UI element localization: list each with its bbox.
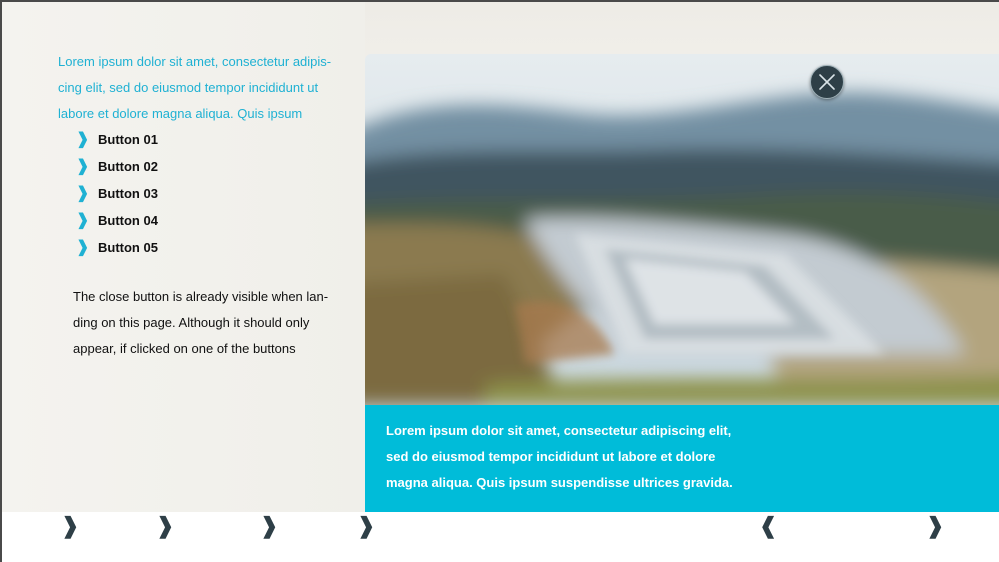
caption-text: Lorem ipsum dolor sit amet, consectetur adipiscing elit, sed do eiusmod tempor incididunt ut labore et dolore magna aliqua. Quis ipsum suspendisse ultrices gravida. xyxy=(386,423,733,490)
close-button[interactable] xyxy=(810,65,844,99)
button-03[interactable] xyxy=(76,180,158,207)
button-label: Button 05 xyxy=(98,240,158,255)
chevron-right-icon: ❱ xyxy=(76,184,90,202)
button-05[interactable] xyxy=(76,234,158,261)
button-01[interactable] xyxy=(76,126,158,153)
caption-box xyxy=(365,405,999,512)
button-label: Button 02 xyxy=(98,159,158,174)
chevron-right-icon[interactable]: ❱ xyxy=(260,513,279,538)
note-text: The close button is already visible when lan-ding on this page. Although it should only appear, if clicked on one of the buttons xyxy=(73,289,329,356)
chevron-right-icon[interactable]: ❱ xyxy=(61,513,80,538)
chevron-right-icon[interactable]: ❱ xyxy=(926,513,945,538)
blurred-landscape-image xyxy=(365,54,999,405)
landscape-illustration xyxy=(365,54,999,405)
button-label: Button 01 xyxy=(98,132,158,147)
chevron-right-icon: ❱ xyxy=(76,211,90,229)
button-02[interactable] xyxy=(76,153,158,180)
chevron-right-icon: ❱ xyxy=(76,130,90,148)
intro-text: Lorem ipsum dolor sit amet, consectetur adipis-cing elit, sed do eiusmod tempor incididunt ut labore et dolore magna aliqua. Quis ipsum xyxy=(58,54,332,121)
button-list xyxy=(76,126,158,261)
button-label: Button 03 xyxy=(98,186,158,201)
chevron-right-icon[interactable]: ❱ xyxy=(156,513,175,538)
chevron-left-icon[interactable]: ❰ xyxy=(759,513,778,538)
button-04[interactable] xyxy=(76,207,158,234)
chevron-right-icon: ❱ xyxy=(76,238,90,256)
button-label: Button 04 xyxy=(98,213,158,228)
chevron-right-icon: ❱ xyxy=(76,157,90,175)
chevron-right-icon[interactable]: ❱ xyxy=(357,513,376,538)
bottom-navigation-bar xyxy=(2,512,999,562)
close-icon xyxy=(811,66,843,98)
